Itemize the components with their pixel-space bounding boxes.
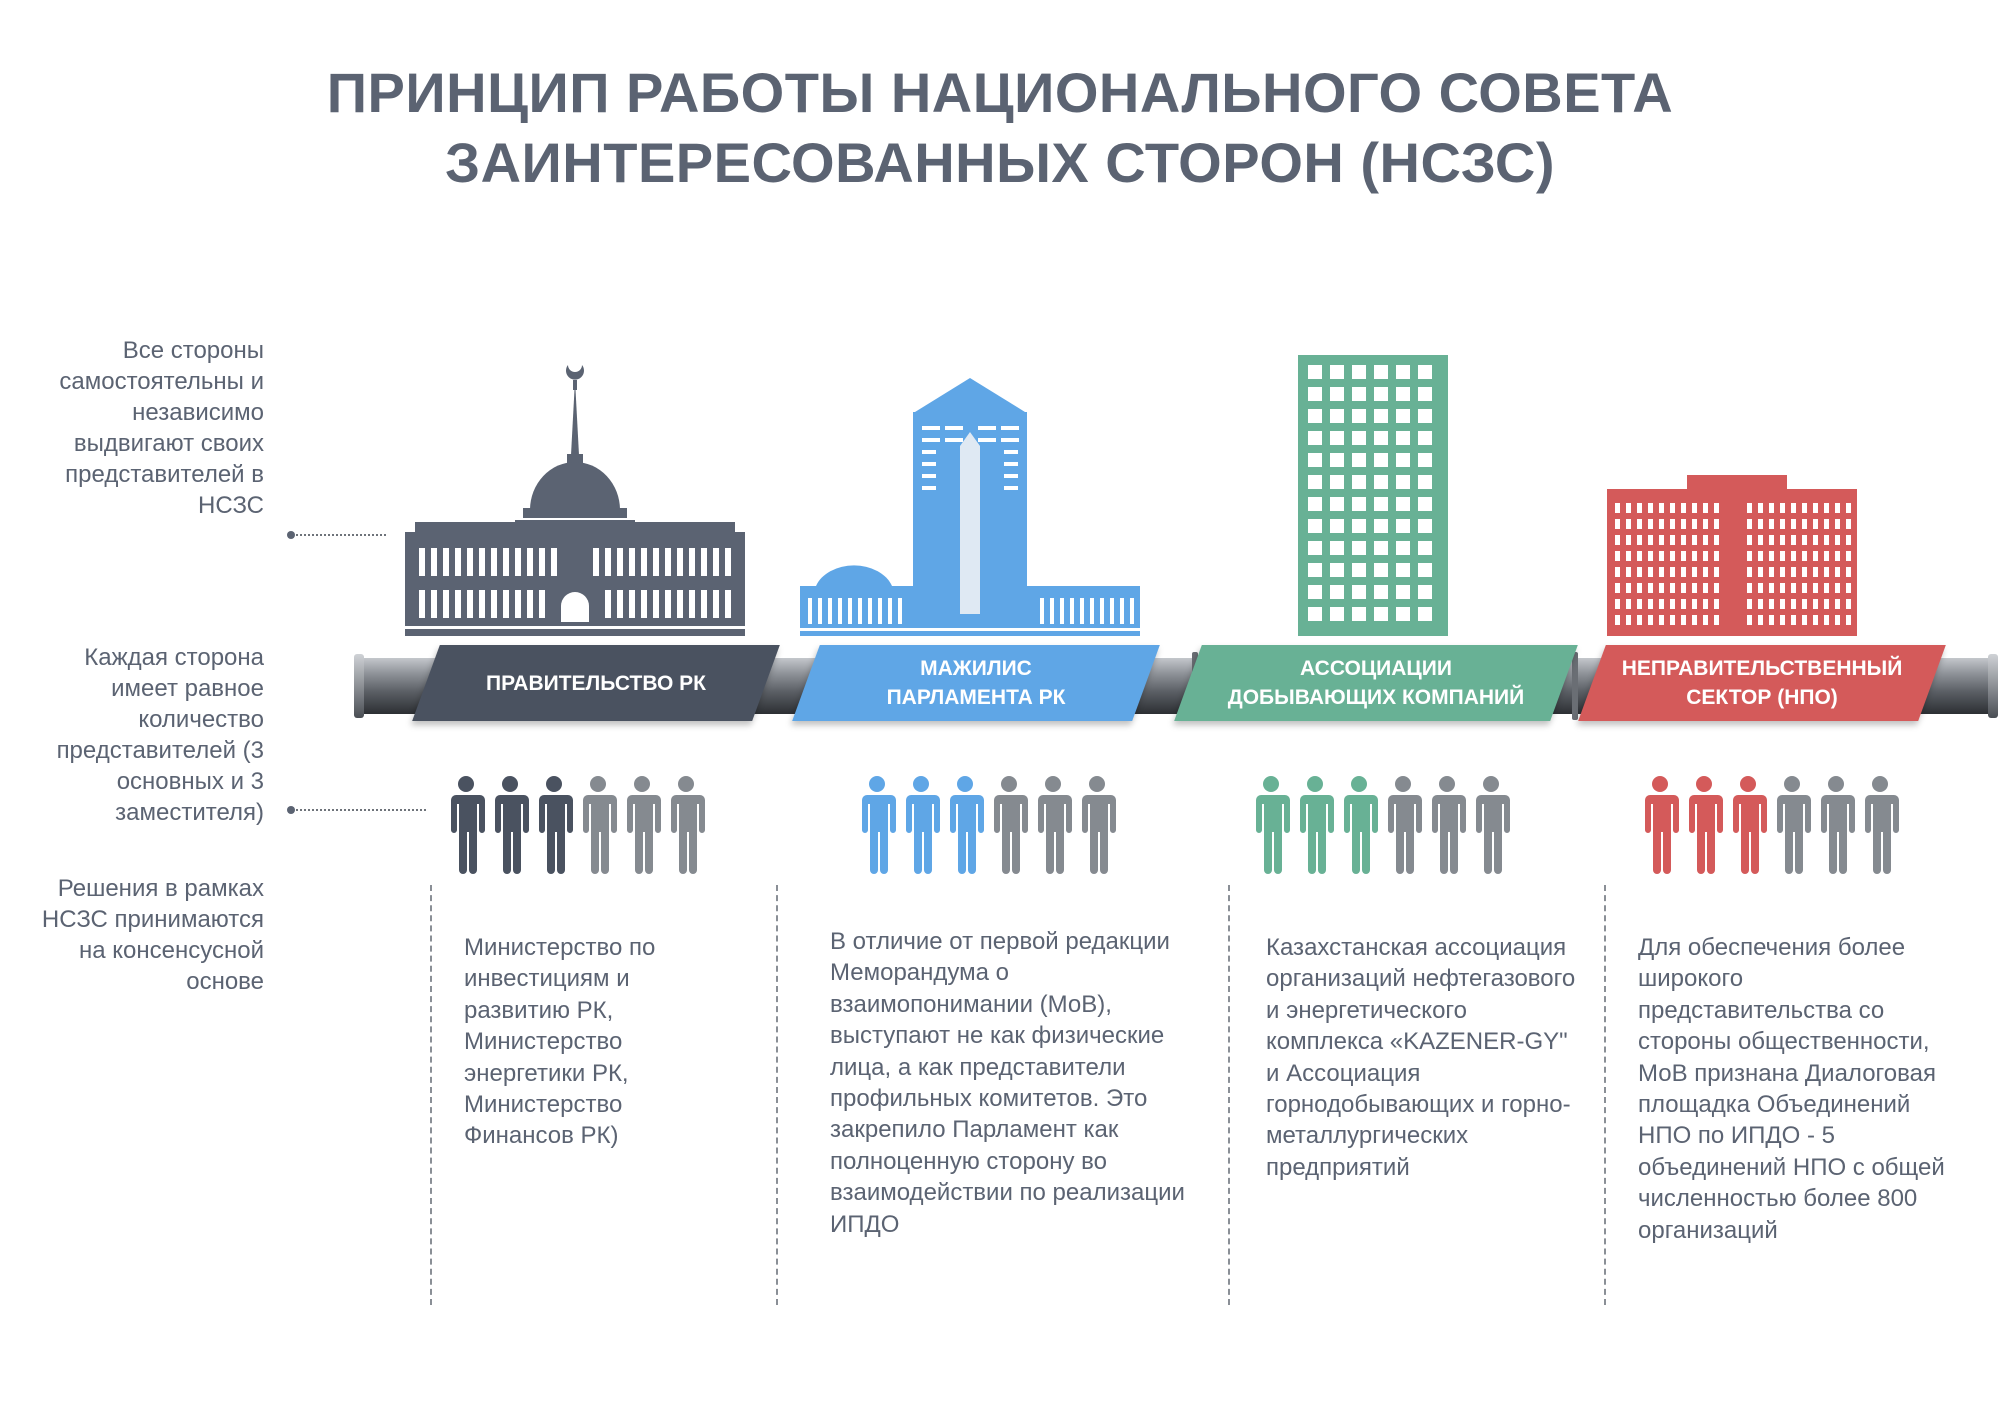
pipe-cap-right <box>1988 654 1998 718</box>
person-icon-principal <box>857 775 897 875</box>
person-icon-deputy <box>1077 775 1117 875</box>
page-title <box>0 58 2000 198</box>
note-equal-count-leader <box>296 809 426 811</box>
description-government: Министерство по инвестициям и развитию РК, Министерство энергетики РК, Министерство Финансов РК) <box>464 934 656 1150</box>
column-separator <box>776 885 778 1305</box>
representatives-ngo <box>1640 775 1900 875</box>
person-icon-deputy <box>1383 775 1423 875</box>
note-equal-count-dot <box>287 806 295 814</box>
note-equal-count: Каждая сторона имеет равное количество представителей (3 основных и 3 заместителя) <box>56 644 264 826</box>
note-representatives: Все стороны самостоятельны и независимо выдвигают своих представителей в НСЗС <box>59 337 264 519</box>
person-icon-principal <box>1684 775 1724 875</box>
pipe-cap-left <box>354 654 364 718</box>
label-ngo: НЕПРАВИТЕЛЬСТВЕННЫЙ СЕКТОР (НПО) <box>1621 657 1903 709</box>
government-building-icon <box>405 360 745 636</box>
person-icon-principal <box>1339 775 1379 875</box>
person-icon-principal <box>534 775 574 875</box>
office-tower-icon <box>1298 355 1448 636</box>
label-associations: АССОЦИАЦИИ ДОБЫВАЮЩИХ КОМПАНИЙ <box>1227 657 1525 709</box>
person-icon-deputy <box>666 775 706 875</box>
ngo-building-icon <box>1607 475 1857 636</box>
note-representatives-leader <box>296 534 386 536</box>
column-separator <box>1228 885 1230 1305</box>
person-icon-principal <box>446 775 486 875</box>
parliament-building-icon <box>800 376 1140 636</box>
note-representatives-dot <box>287 531 295 539</box>
person-icon-deputy <box>578 775 618 875</box>
person-icon-deputy <box>1860 775 1900 875</box>
person-icon-principal <box>490 775 530 875</box>
representatives-associations <box>1251 775 1511 875</box>
representatives-parliament <box>857 775 1117 875</box>
person-icon-deputy <box>1427 775 1467 875</box>
person-icon-principal <box>1251 775 1291 875</box>
label-parliament: МАЖИЛИС ПАРЛАМЕНТА РК <box>886 657 1066 709</box>
person-icon-deputy <box>1772 775 1812 875</box>
description-ngo: Для обеспечения более широкого представительства со стороны общественности, МоВ признана Диалоговая площадка Объединений НПО по ИПДО - 5 объединений НПО с общей численностью более 800 организаций <box>1638 934 1945 1244</box>
person-icon-principal <box>1640 775 1680 875</box>
description-associations: Казахстанская ассоциация организаций нефтегазового и энергетического комплекса «KAZENER-GY" и Ассоциация горнодобывающих и горно-металлургических предприятий <box>1266 934 1576 1181</box>
note-consensus: Решения в рамках НСЗС принимаются на консенсусной основе <box>41 875 264 995</box>
column-separator <box>1604 885 1606 1305</box>
representatives-government <box>446 775 706 875</box>
person-icon-deputy <box>1816 775 1856 875</box>
person-icon-principal <box>1295 775 1335 875</box>
description-parliament: В отличие от первой редакции Меморандума о взаимопонимании (МоВ), выступают не как физические лица, а как представители профильных комитетов. Это закрепило Парламент как полноценную сторону во взаимодействии по реализации ИПДО <box>830 928 1185 1238</box>
label-government: ПРАВИТЕЛЬСТВО РК <box>486 671 706 695</box>
person-icon-deputy <box>989 775 1029 875</box>
title-line-1: ПРИНЦИП РАБОТЫ НАЦИОНАЛЬНОГО СОВЕТА <box>326 61 1674 124</box>
column-separator <box>430 885 432 1305</box>
person-icon-principal <box>945 775 985 875</box>
person-icon-deputy <box>622 775 662 875</box>
person-icon-deputy <box>1471 775 1511 875</box>
pipe-ring <box>1572 652 1578 720</box>
person-icon-principal <box>1728 775 1768 875</box>
person-icon-deputy <box>1033 775 1073 875</box>
title-line-2: ЗАИНТЕРЕСОВАННЫХ СТОРОН (НСЗС) <box>445 131 1555 194</box>
person-icon-principal <box>901 775 941 875</box>
